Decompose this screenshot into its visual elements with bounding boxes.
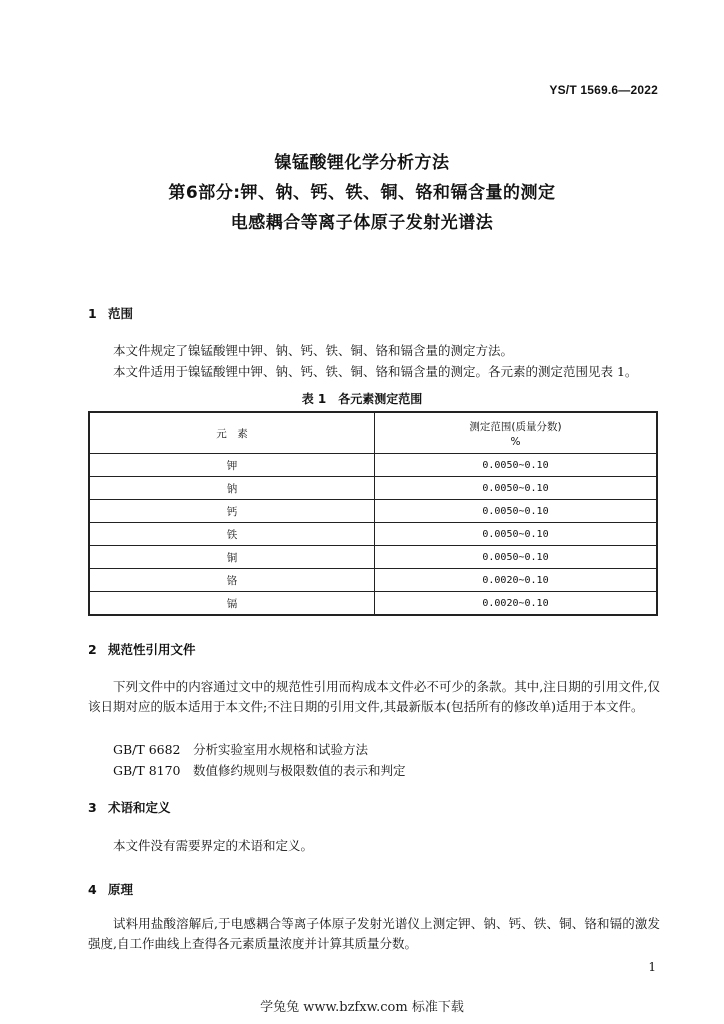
document-title-line-2: 第6部分:钾、钠、钙、铁、铜、铬和镉含量的测定	[168, 183, 556, 203]
table-caption: 表 1 各元素测定范围	[301, 392, 423, 406]
header-range	[375, 412, 658, 454]
table-header-row	[89, 412, 657, 454]
cell-element: 钠	[89, 477, 375, 500]
table-row	[89, 477, 657, 500]
cell-element: 钾	[89, 454, 375, 477]
reference-item	[113, 761, 406, 779]
section-1-number: 1	[88, 306, 97, 321]
cell-element: 镉	[89, 592, 375, 616]
section-4-heading	[88, 880, 133, 898]
section-2-heading	[88, 640, 196, 658]
cell-range: 0.0020~0.10	[375, 569, 658, 592]
cell-range: 0.0050~0.10	[375, 500, 658, 523]
page-number: 1	[648, 960, 656, 974]
table-row	[89, 454, 657, 477]
section-2-paragraph-1: 下列文件中的内容通过文中的规范性引用而构成本文件必不可少的条款。其中,注日期的引用文件,仅该日期对应的版本适用于本文件;不注日期的引用文件,其最新版本(包括所有的修改单)适用于本文件。	[88, 679, 660, 714]
section-3-title: 术语和定义	[108, 800, 171, 815]
cell-range: 0.0050~0.10	[375, 477, 658, 500]
reference-code: GB/T 8170	[113, 763, 181, 778]
header-range-unit: %	[510, 435, 521, 448]
reference-title: 数值修约规则与极限数值的表示和判定	[193, 763, 406, 778]
reference-item	[113, 740, 368, 758]
header-element: 元 素	[89, 412, 375, 454]
section-3-heading	[88, 798, 171, 816]
site-watermark: 学兔兔 www.bzfxw.com 标准下载	[260, 1000, 464, 1015]
cell-element: 铁	[89, 523, 375, 546]
cell-element: 铜	[89, 546, 375, 569]
table-row	[89, 523, 657, 546]
cell-range: 0.0050~0.10	[375, 546, 658, 569]
section-2-number: 2	[88, 642, 97, 657]
header-range-label: 测定范围(质量分数)	[469, 420, 562, 433]
reference-title: 分析实验室用水规格和试验方法	[193, 742, 369, 757]
table-row	[89, 569, 657, 592]
cell-element: 铬	[89, 569, 375, 592]
cell-element: 钙	[89, 500, 375, 523]
section-3-paragraph-1: 本文件没有需要界定的术语和定义。	[113, 838, 314, 853]
standard-code: YS/T 1569.6—2022	[549, 83, 658, 97]
section-1-title: 范围	[108, 306, 134, 321]
table-row	[89, 500, 657, 523]
section-1-paragraph-2: 本文件适用于镍锰酸锂中钾、钠、钙、铁、铜、铬和镉含量的测定。各元素的测定范围见表 1。	[113, 364, 638, 379]
section-4-title: 原理	[108, 882, 134, 897]
cell-range: 0.0020~0.10	[375, 592, 658, 616]
table-row	[89, 592, 657, 616]
section-3-number: 3	[88, 800, 97, 815]
table-row	[89, 546, 657, 569]
section-4-number: 4	[88, 882, 97, 897]
document-title-line-1: 镍锰酸锂化学分析方法	[274, 153, 450, 173]
cell-range: 0.0050~0.10	[375, 523, 658, 546]
section-4-paragraph-1: 试料用盐酸溶解后,于电感耦合等离子体原子发射光谱仪上测定钾、钠、钙、铁、铜、铬和镉的激发强度,自工作曲线上查得各元素质量浓度并计算其质量分数。	[88, 916, 660, 951]
cell-range: 0.0050~0.10	[375, 454, 658, 477]
reference-code: GB/T 6682	[113, 742, 181, 757]
section-2-title: 规范性引用文件	[108, 642, 196, 657]
measurement-range-table	[88, 411, 658, 616]
document-title-line-3: 电感耦合等离子体原子发射光谱法	[230, 213, 494, 233]
section-1-heading	[88, 304, 133, 322]
section-1-paragraph-1: 本文件规定了镍锰酸锂中钾、钠、钙、铁、铜、铬和镉含量的测定方法。	[113, 343, 514, 358]
